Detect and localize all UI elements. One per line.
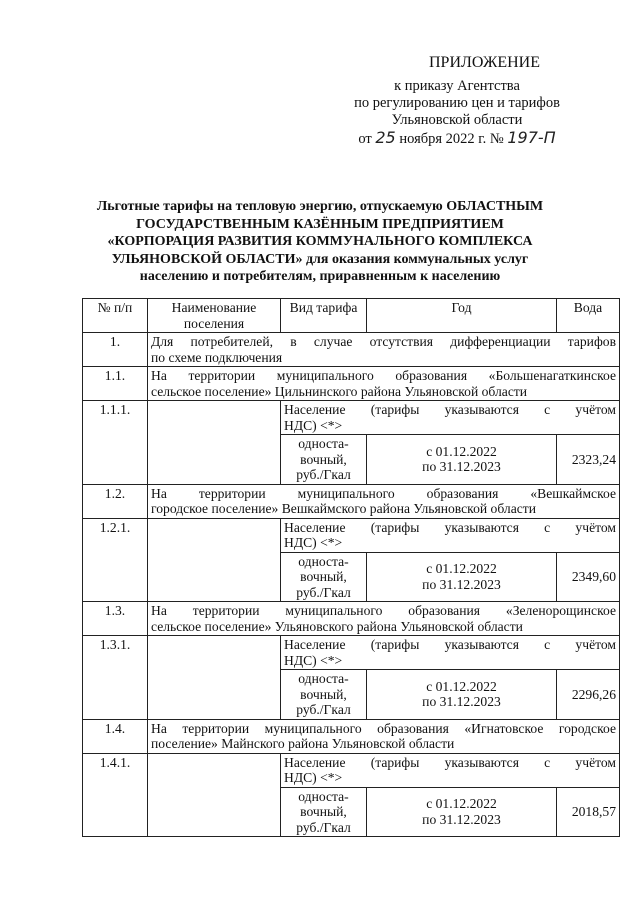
period-cell: с 01.12.2022 по 31.12.2023 xyxy=(367,435,557,485)
population-cell: Население (тарифы указываются с учётом НДС) <*> xyxy=(281,518,620,552)
population-cell: Население (тарифы указываются с учётом НДС) <*> xyxy=(281,636,620,670)
order-number: 197-П xyxy=(507,128,556,147)
row-num: 1.3.1. xyxy=(83,636,148,720)
period-cell: с 01.12.2022 по 31.12.2023 xyxy=(367,670,557,720)
period-cell: с 01.12.2022 по 31.12.2023 xyxy=(367,552,557,602)
population-cell: Население (тарифы указываются с учётом НДС) <*> xyxy=(281,401,620,435)
tariff-table xyxy=(82,298,620,837)
settlement-cell xyxy=(148,401,281,485)
row-num: 1. xyxy=(83,333,148,367)
header-type: Вид тарифа xyxy=(281,299,367,333)
header-name: Наименование поселения xyxy=(148,299,281,333)
title-line-4: УЛЬЯНОВСКОЙ ОБЛАСТИ» для оказания коммунальных услуг xyxy=(111,251,529,267)
header-year: Год xyxy=(367,299,557,333)
table-row xyxy=(83,636,620,670)
table-row xyxy=(83,753,620,787)
row-num: 1.1. xyxy=(83,367,148,401)
water-value: 2349,60 xyxy=(557,552,620,602)
row-text: На территории муниципального образования «Большенагаткинское сельское поселение» Цильнинского района Ульяновской области xyxy=(148,367,620,401)
date-day: 25 xyxy=(375,128,396,147)
tariff-type-cell: односта- вочный, руб./Гкал xyxy=(281,787,367,837)
row-num: 1.2. xyxy=(83,484,148,518)
table-row xyxy=(83,484,620,518)
table-row xyxy=(83,401,620,435)
settlement-cell xyxy=(148,518,281,602)
row-num: 1.1.1. xyxy=(83,401,148,485)
title-line-3: «КОРПОРАЦИЯ РАЗВИТИЯ КОММУНАЛЬНОГО КОМПЛЕКСА xyxy=(107,234,533,249)
row-text: На территории муниципального образования «Игнатовское городское поселение» Майнского района Ульяновской области xyxy=(148,719,620,753)
row-num: 1.3. xyxy=(83,602,148,636)
appendix-title: ПРИЛОЖЕНИЕ xyxy=(428,54,540,71)
period-cell: с 01.12.2022 по 31.12.2023 xyxy=(367,787,557,837)
order-line-2: по регулированию цен и тарифов xyxy=(354,95,560,111)
row-text: Для потребителей, в случае отсутствия дифференциации тарифов по схеме подключения xyxy=(148,333,620,367)
order-line-3: Ульяновской области xyxy=(391,112,523,128)
row-text: На территории муниципального образования «Вешкаймское городское поселение» Вешкаймского района Ульяновской области xyxy=(148,484,620,518)
order-line-1: к приказу Агентства xyxy=(394,78,520,94)
row-text: На территории муниципального образования «Зеленорощинское сельское поселение» Ульяновского района Ульяновской области xyxy=(148,602,620,636)
order-date-line xyxy=(332,129,582,148)
row-num: 1.2.1. xyxy=(83,518,148,602)
table-row xyxy=(83,333,620,367)
table-row xyxy=(83,518,620,552)
title-line-1: Льготные тарифы на тепловую энергию, отпускаемую ОБЛАСТНЫМ xyxy=(96,199,544,214)
document-title xyxy=(80,198,560,286)
title-line-5: населению и потребителям, приравненным к населению xyxy=(139,269,501,284)
date-prefix: от xyxy=(358,131,372,147)
water-value: 2323,24 xyxy=(557,435,620,485)
table-header-row xyxy=(83,299,620,333)
tariff-type-cell: односта- вочный, руб./Гкал xyxy=(281,435,367,485)
settlement-cell xyxy=(148,753,281,837)
title-line-2: ГОСУДАРСТВЕННЫМ КАЗЁННЫМ ПРЕДПРИЯТИЕМ xyxy=(136,216,504,232)
date-suffix: ноября 2022 г. № xyxy=(399,131,504,147)
water-value: 2296,26 xyxy=(557,670,620,720)
settlement-cell xyxy=(148,636,281,720)
water-value: 2018,57 xyxy=(557,787,620,837)
tariff-type-cell: односта- вочный, руб./Гкал xyxy=(281,552,367,602)
header-num: № п/п xyxy=(83,299,148,333)
row-num: 1.4.1. xyxy=(83,753,148,837)
tariff-type-cell: односта- вочный, руб./Гкал xyxy=(281,670,367,720)
population-cell: Население (тарифы указываются с учётом НДС) <*> xyxy=(281,753,620,787)
order-reference xyxy=(332,78,582,148)
table-row xyxy=(83,719,620,753)
header-water: Вода xyxy=(557,299,620,333)
row-num: 1.4. xyxy=(83,719,148,753)
table-row xyxy=(83,602,620,636)
table-row xyxy=(83,367,620,401)
